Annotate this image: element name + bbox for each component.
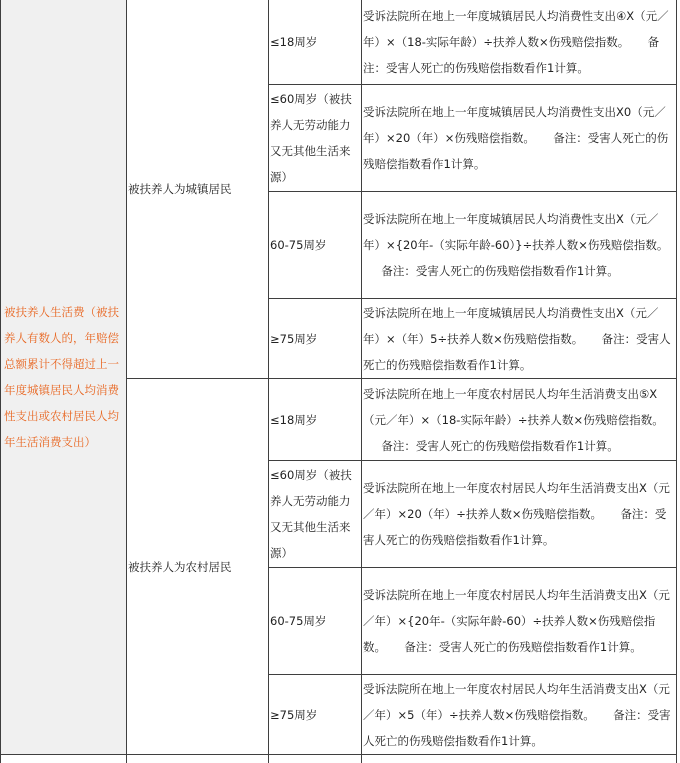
formula-cell bbox=[362, 299, 677, 379]
note-text: 备注：受害人死亡的伤残赔偿指数看作1计算。 bbox=[363, 332, 671, 372]
note-text: 备注：受害人死亡的伤残赔偿指数看作1计算。 bbox=[363, 708, 671, 748]
age-range-cell: ≤60周岁（被扶养人无劳动能力又无其他生活来源） bbox=[269, 461, 362, 568]
formula-text: 受诉法院所在地上一年度农村居民人均年生活消费支出⑤X（元／年）×（18-实际年龄）÷扶养人数×伤残赔偿指数。 bbox=[363, 387, 664, 427]
formula-cell bbox=[362, 379, 677, 461]
table-cell bbox=[362, 755, 677, 763]
group-label-rural: 被扶养人为农村居民 bbox=[127, 379, 269, 755]
table-cell bbox=[269, 755, 362, 763]
formula-cell bbox=[362, 461, 677, 568]
age-range-cell: ≤18周岁 bbox=[269, 0, 362, 85]
age-range-cell: ≥75周岁 bbox=[269, 675, 362, 755]
formula-cell bbox=[362, 0, 677, 85]
note-text: 备注：受害人死亡的伤残赔偿指数看作1计算。 bbox=[363, 507, 666, 547]
note-text: 备注：受害人死亡的伤残赔偿指数看作1计算。 bbox=[381, 264, 618, 278]
age-range-cell: 60-75周岁 bbox=[269, 192, 362, 299]
table-cell bbox=[127, 755, 269, 763]
formula-text: 受诉法院所在地上一年度城镇居民人均消费性支出X（元／年）×{20年-（实际年龄-60）}÷扶养人数×伤残赔偿指数。 bbox=[363, 212, 668, 252]
formula-cell bbox=[362, 568, 677, 675]
category-cell bbox=[1, 0, 127, 755]
formula-cell bbox=[362, 192, 677, 299]
formula-cell bbox=[362, 675, 677, 755]
formula-text: 受诉法院所在地上一年度城镇居民人均消费性支出X0（元／年）×20（年）×伤残赔偿指数。 bbox=[363, 105, 666, 145]
formula-text: 受诉法院所在地上一年度农村居民人均年生活消费支出X（元／年）×{20年-（实际年龄-60）÷扶养人数×伤残赔偿指数。 bbox=[363, 588, 670, 654]
formula-text: 受诉法院所在地上一年度农村居民人均年生活消费支出X（元／年）×5（年）÷扶养人数×伤残赔偿指数。 bbox=[363, 682, 670, 722]
formula-text: 受诉法院所在地上一年度农村居民人均年生活消费支出X（元／年）×20（年）÷扶养人数×伤残赔偿指数。 bbox=[363, 481, 670, 521]
note-text: 备注：受害人死亡的伤残赔偿指数看作1计算。 bbox=[404, 640, 641, 654]
note-text: 备注：受害人死亡的伤残赔偿指数看作1计算。 bbox=[363, 131, 668, 171]
table-row bbox=[1, 755, 677, 763]
note-text: 备注：受害人死亡的伤残赔偿指数看作1计算。 bbox=[363, 35, 659, 75]
age-range-cell: ≤60周岁（被扶养人无劳动能力又无其他生活来源） bbox=[269, 85, 362, 192]
formula-text: 受诉法院所在地上一年度城镇居民人均消费性支出X（元／年）×（年）5÷扶养人数×伤残赔偿指数。 bbox=[363, 306, 658, 346]
table-cell bbox=[1, 755, 127, 763]
age-range-cell: 60-75周岁 bbox=[269, 568, 362, 675]
category-detail: （被扶养人有数人的，年赔偿总额累计不得超过上一年度城镇居民人均消费性支出或农村居民人均年生活消费支出） bbox=[4, 305, 119, 449]
note-text: 备注：受害人死亡的伤残赔偿指数看作1计算。 bbox=[381, 439, 618, 453]
formula-cell bbox=[362, 85, 677, 192]
age-range-cell: ≥75周岁 bbox=[269, 299, 362, 379]
group-label-urban: 被扶养人为城镇居民 bbox=[127, 0, 269, 379]
table-row bbox=[1, 0, 677, 85]
category-title: 被扶养人生活费 bbox=[4, 305, 85, 319]
formula-text: 受诉法院所在地上一年度城镇居民人均消费性支出④X（元／年）×（18-实际年龄）÷扶养人数×伤残赔偿指数。 bbox=[363, 9, 669, 49]
age-range-cell: ≤18周岁 bbox=[269, 379, 362, 461]
